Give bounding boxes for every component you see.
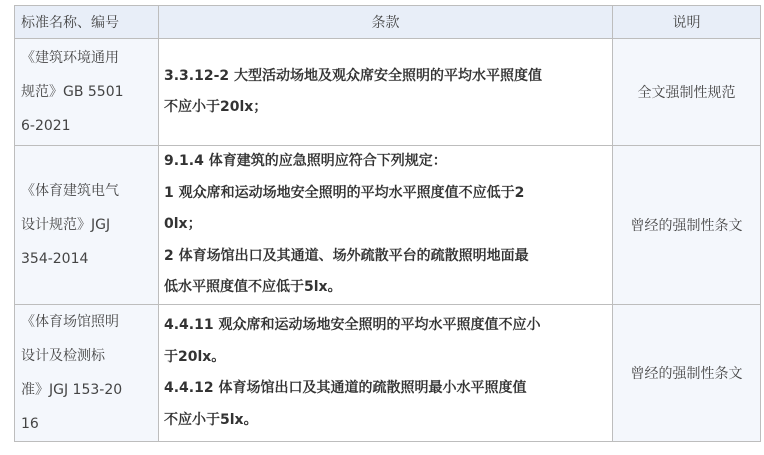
- standard-name-line: 354-2014: [21, 251, 89, 267]
- standard-name-line: 准》JGJ 153-20: [21, 382, 123, 398]
- clause-cell: [159, 39, 613, 146]
- clause-line: 1 观众席和运动场地安全照明的平均水平照度值不应低于2: [164, 184, 525, 201]
- header-note: 说明: [613, 6, 761, 39]
- standard-name-line: 16: [21, 416, 39, 432]
- standard-name-line: 6-2021: [21, 118, 71, 134]
- clause-line: 2 体育场馆出口及其通道、场外疏散平台的疏散照明地面最: [164, 247, 529, 264]
- note-cell: 曾经的强制性条文: [613, 146, 761, 305]
- standard-name-cell: [15, 146, 159, 305]
- table-row: [15, 146, 761, 305]
- clause-line: 9.1.4 体育建筑的应急照明应符合下列规定：: [164, 153, 447, 170]
- clause-line: 4.4.11 观众席和运动场地安全照明的平均水平照度值不应小: [164, 317, 541, 333]
- clause-line: 不应小于20lx；: [164, 99, 268, 115]
- table-row: [15, 39, 761, 146]
- note-cell: 全文强制性规范: [613, 39, 761, 146]
- clause-line: 4.4.12 体育场馆出口及其通道的疏散照明最小水平照度值: [164, 380, 527, 396]
- standard-name-line: 设计及检测标: [21, 348, 105, 364]
- clause-cell: [159, 146, 613, 305]
- standard-name-cell: [15, 39, 159, 146]
- standard-name-line: 设计规范》JGJ: [21, 217, 111, 233]
- table-row: [15, 305, 761, 442]
- standards-table: [14, 5, 761, 442]
- note-cell: 曾经的强制性条文: [613, 305, 761, 442]
- clause-line: 3.3.12-2 大型活动场地及观众席安全照明的平均水平照度值: [164, 67, 543, 84]
- clause-line: 于20lx。: [164, 348, 226, 365]
- clause-line: 不应小于5lx。: [164, 411, 258, 428]
- clause-line: 0lx；: [164, 216, 202, 233]
- standard-name-line: 《体育场馆照明: [21, 314, 119, 330]
- standard-name-line: 《体育建筑电气: [21, 183, 119, 199]
- header-standard-name: 标准名称、编号: [15, 6, 159, 39]
- standard-name-line: 规范》GB 5501: [21, 84, 124, 100]
- header-clause: 条款: [159, 6, 613, 39]
- standard-name-cell: [15, 305, 159, 442]
- clause-line: 低水平照度值不应低于5lx。: [164, 279, 342, 296]
- clause-cell: [159, 305, 613, 442]
- table-header-row: [15, 6, 761, 39]
- standard-name-line: 《建筑环境通用: [21, 50, 119, 66]
